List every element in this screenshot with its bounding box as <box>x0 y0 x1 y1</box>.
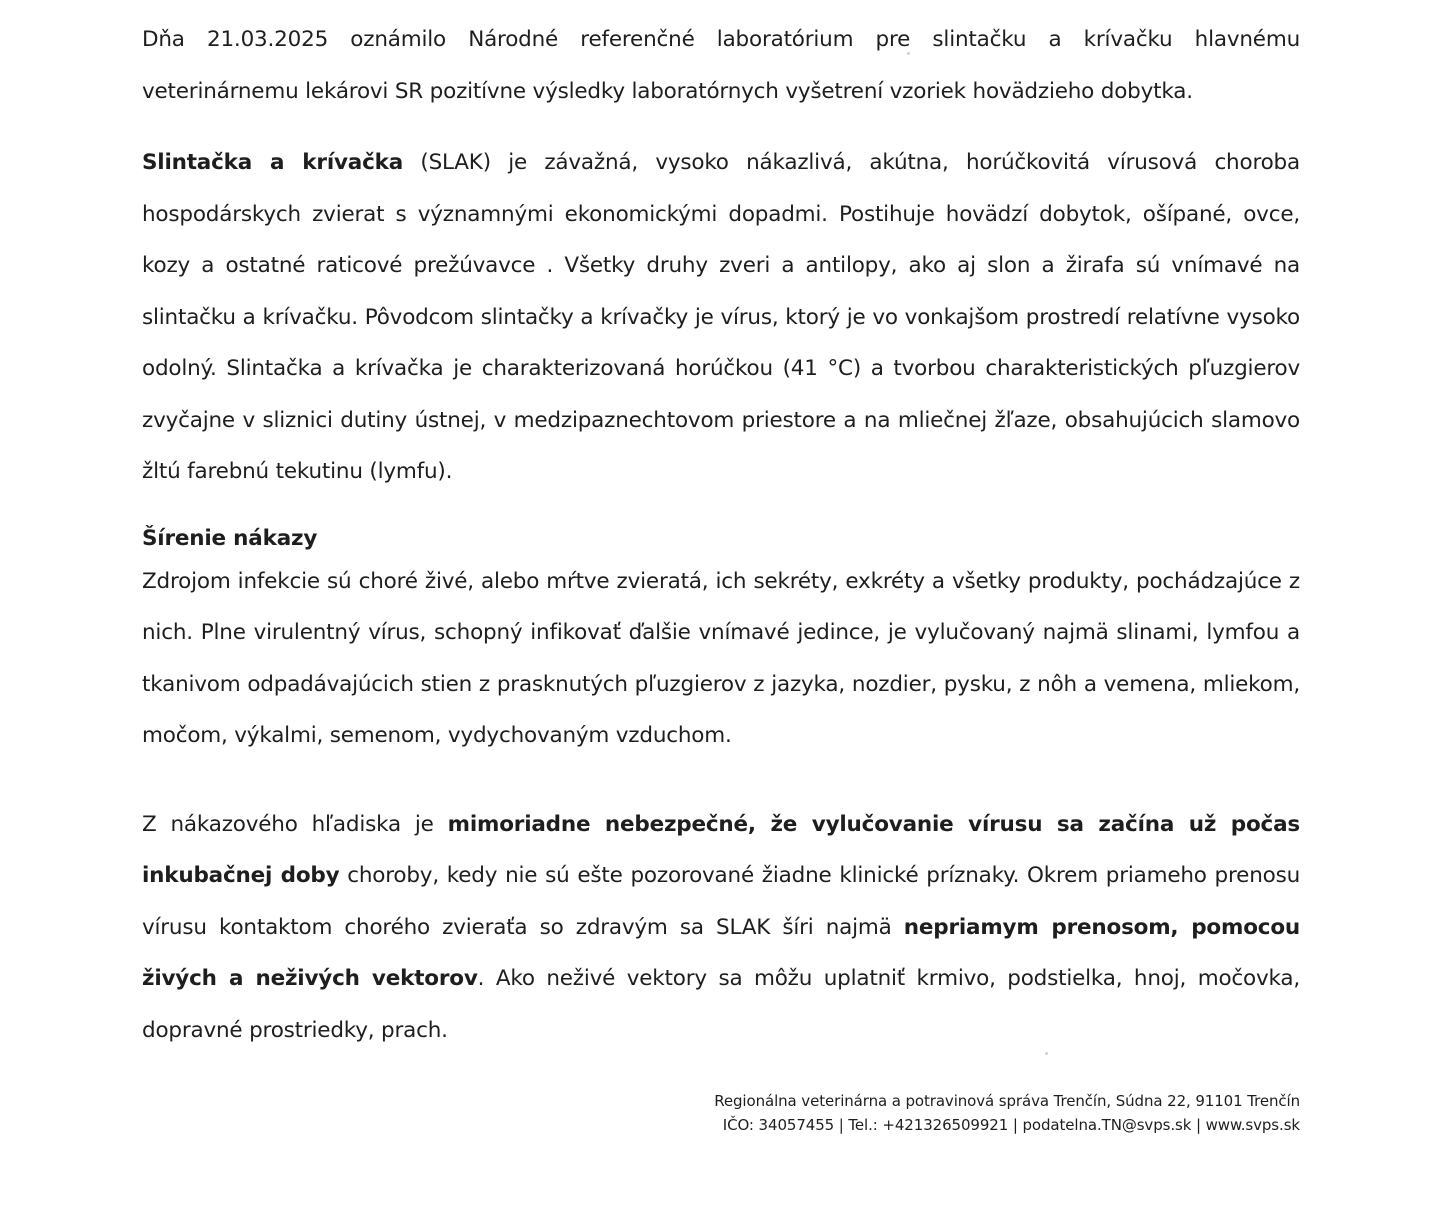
document-body <box>142 14 1300 1056</box>
footer-contact-details: IČO: 34057455 | Tel.: +421326509921 | podatelna.TN@svps.sk | www.svps.sk <box>722 1116 1300 1134</box>
infection-source-paragraph: Zdrojom infekcie sú choré živé, alebo mŕtve zvieratá, ich sekréty, exkréty a všetky produkty, pochádzajúce z nich. Plne virulentný vírus, schopný infikovať ďalšie vnímavé jedince, je vylučovaný najmä slinami, lymfou a tkanivom odpadávajúcich stien z prasknutých pľuzgierov z jazyka, nozdier, pysku, z nôh a vemena, mliekom, močom, výkalmi, semenom, vydychovaným vzduchom. <box>142 568 1300 748</box>
transmission-text-3: . Ako neživé vektory sa môžu uplatniť krmivo, podstielka, hnoj, močovka, dopravné prostriedky, prach. <box>142 966 1300 1043</box>
transmission-bold-1: mimoriadne nebezpečné, že vylučovanie vírusu sa začína už počas inkubačnej doby <box>142 811 1300 888</box>
slak-term: Slintačka a krívačka <box>142 150 404 175</box>
scan-speck <box>1045 1052 1048 1055</box>
slak-description-text: (SLAK) je závažná, vysoko nákazlivá, akútna, horúčkovitá vírusová choroba hospodárskych zvierat s významnými ekonomickými dopadmi. Postihuje hovädzí dobytok, ošípané, ovce, kozy a ostatné raticové prežúvavce . Všetky druhy zveri a antilopy, ako aj slon a žirafa sú vnímavé na slintačku a krívačku. Pôvodcom slintačky a krívačky je vírus, ktorý je vo vonkajšom prostredí relatívne vysoko odolný. Slintačka a krívačka je charakterizovaná horúčkou (41 °C) a tvorbou charakteristických pľuzgierov zvyčajne v sliznici dutiny ústnej, v medzipaznechtovom priestore a na mliečnej žľaze, obsahujúcich slamovo žltú farebnú tekutinu (lymfu). <box>142 150 1300 484</box>
transmission-text-2: choroby, kedy nie sú ešte pozorované žiadne klinické príznaky. Okrem priameho prenosu vírusu kontaktom chorého zvieraťa so zdravým sa SLAK šíri najmä <box>142 863 1301 940</box>
scan-speck <box>907 52 910 55</box>
slak-description-paragraph <box>142 137 1300 498</box>
transmission-bold-2: nepriamym prenosom, pomocou živých a neživých vektorov <box>142 914 1300 991</box>
section-heading-spread: Šírenie nákazy <box>142 525 318 551</box>
footer-address: Regionálna veterinárna a potravinová správa Trenčín, Súdna 22, 91101 Trenčín <box>714 1092 1300 1110</box>
intro-paragraph: Dňa 21.03.2025 oznámilo Národné referenčné laboratórium pre slintačku a krívačku hlavnému veterinárnemu lekárovi SR pozitívne výsledky laboratórnych vyšetrení vzoriek hovädzieho dobytka. <box>142 27 1300 104</box>
transmission-paragraph <box>142 799 1300 1057</box>
footer-contact <box>714 1089 1300 1137</box>
transmission-text-1: Z nákazového hľadiska je <box>142 811 448 837</box>
